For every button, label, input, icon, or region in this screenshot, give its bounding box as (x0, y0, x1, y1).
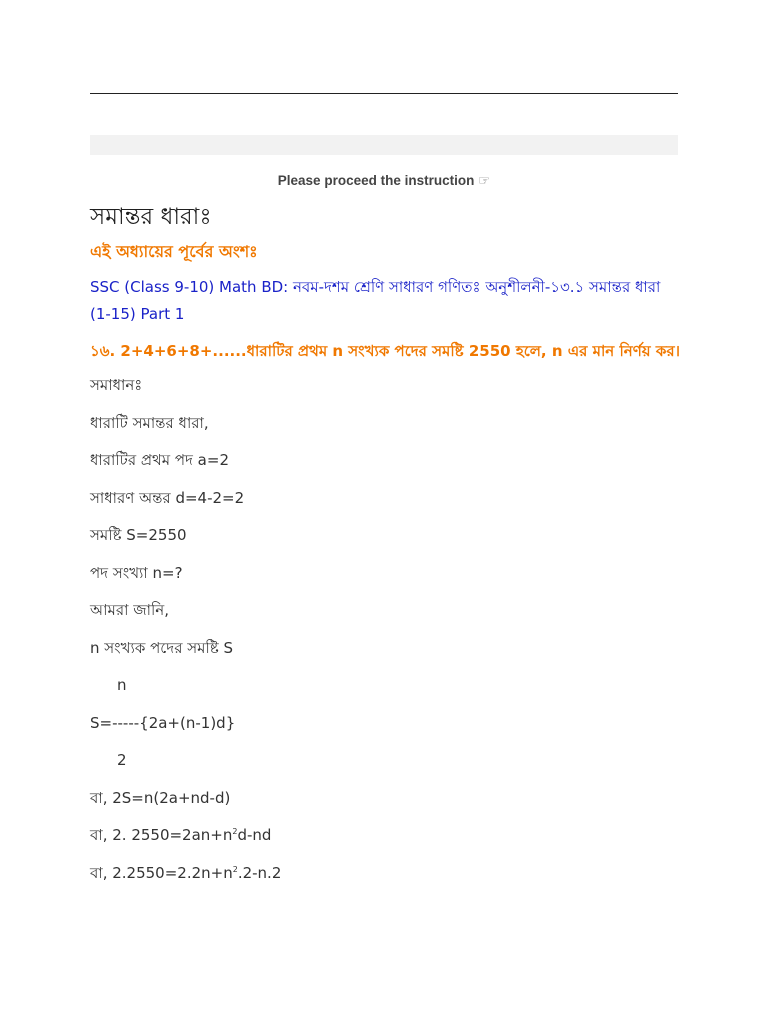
fraction-numerator: n (117, 676, 127, 694)
instruction-notice (90, 173, 678, 189)
article-body (90, 200, 690, 898)
equation-line (90, 823, 690, 861)
solution-line: সাধারণ অন্তর d=4-2=2 (90, 488, 245, 507)
solution-line: n সংখ্যক পদের সমষ্টি S (90, 638, 234, 657)
solution-line: আমরা জানি, (90, 601, 169, 619)
equation-line (90, 861, 690, 899)
exponent: 2 (232, 864, 238, 874)
solution-line: সমাধানঃ (90, 376, 143, 394)
solution-line: বা, 2S=n(2a+nd-d) (90, 788, 231, 807)
equation-text: বা, 2.2550=2.2n+n (90, 863, 233, 882)
pointing-hand-icon: ☞ (478, 173, 491, 188)
top-divider (90, 93, 678, 94)
exponent: 2 (232, 827, 238, 836)
solution-line: সমষ্টি S=2550 (90, 526, 187, 544)
equation-text: d-nd (237, 826, 272, 844)
question-16: ১৬. 2+4+6+8+......ধারাটির প্রথম n সংখ্যক পদের সমষ্টি 2550 হলে, n এর মান নির্ণয় কর। (90, 342, 680, 360)
previous-part-heading: এই অধ্যায়ের পূর্বের অংশঃ (90, 242, 258, 261)
solution-line: ধারাটির প্রথম পদ a=2 (90, 451, 229, 469)
instruction-text: Please proceed the instruction (277, 173, 475, 188)
equation-text: .2-n.2 (237, 863, 282, 882)
ad-placeholder (90, 135, 678, 155)
solution-line: ধারাটি সমান্তর ধারা, (90, 413, 209, 432)
solution-line: পদ সংখ্যা n=? (90, 563, 183, 582)
equation-text: বা, 2. 2550=2an+n (90, 826, 233, 844)
fraction-denominator: 2 (117, 751, 127, 769)
previous-part-link[interactable]: SSC (Class 9-10) Math BD: নবম-দশম শ্রেণি সাধারণ গণিতঃ অনুশীলনী-১৩.১ সমান্তর ধারা (1-15) Part 1 (90, 278, 661, 323)
sum-formula: S=-----{2a+(n-1)d} (90, 713, 236, 732)
article-title: সমান্তর ধারাঃ (90, 204, 212, 230)
